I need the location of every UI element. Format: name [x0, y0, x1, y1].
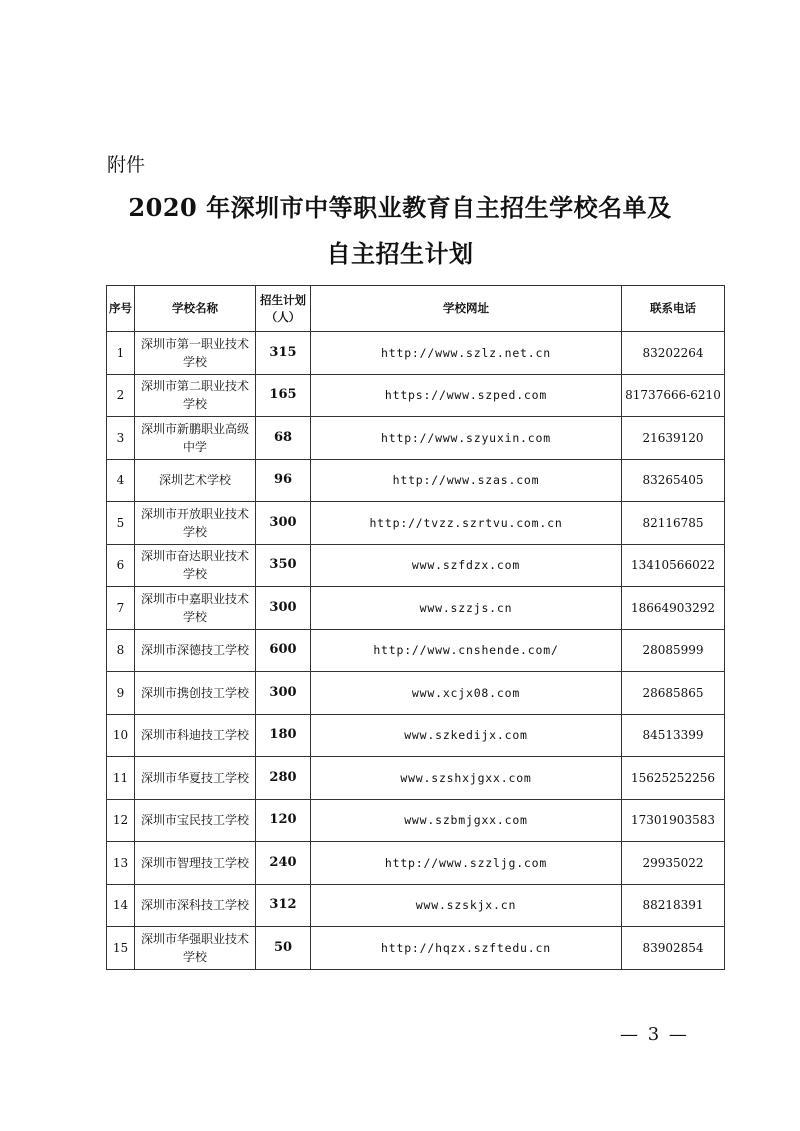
- cell-school-name: 深圳市科迪技工学校: [135, 714, 256, 757]
- cell-school-name: 深圳市奋达职业技术学校: [135, 544, 256, 587]
- cell-school-name: 深圳市深科技工学校: [135, 884, 256, 927]
- table-body: [107, 332, 725, 970]
- cell-plan: 312: [256, 884, 311, 927]
- table-row: [107, 799, 725, 842]
- cell-phone: 82116785: [622, 502, 725, 545]
- cell-url: www.szkedijx.com: [311, 714, 622, 757]
- cell-no: 1: [107, 332, 135, 375]
- cell-plan: 50: [256, 927, 311, 970]
- cell-phone: 83902854: [622, 927, 725, 970]
- table-row: [107, 587, 725, 630]
- cell-school-name: 深圳市华强职业技术学校: [135, 927, 256, 970]
- cell-school-name: 深圳市宝民技工学校: [135, 799, 256, 842]
- table-row: [107, 757, 725, 800]
- cell-phone: 83265405: [622, 459, 725, 502]
- cell-school-name: 深圳市第一职业技术学校: [135, 332, 256, 375]
- school-list-table: [106, 285, 725, 970]
- header-phone: 联系电话: [622, 286, 725, 332]
- header-url: 学校网址: [311, 286, 622, 332]
- cell-phone: 84513399: [622, 714, 725, 757]
- table-row: [107, 714, 725, 757]
- cell-no: 12: [107, 799, 135, 842]
- cell-url: http://www.szas.com: [311, 459, 622, 502]
- table-row: [107, 842, 725, 885]
- cell-no: 7: [107, 587, 135, 630]
- cell-plan: 240: [256, 842, 311, 885]
- cell-phone: 29935022: [622, 842, 725, 885]
- cell-phone: 15625252256: [622, 757, 725, 800]
- cell-no: 13: [107, 842, 135, 885]
- cell-no: 8: [107, 629, 135, 672]
- table-row: [107, 544, 725, 587]
- cell-url: http://www.cnshende.com/: [311, 629, 622, 672]
- cell-plan: 350: [256, 544, 311, 587]
- table-row: [107, 629, 725, 672]
- header-plan: 招生计划（人）: [256, 286, 311, 332]
- page-number: — 3 —: [620, 1024, 689, 1045]
- document-title-line2: 自主招生计划: [326, 239, 474, 268]
- cell-phone: 81737666-6210: [622, 374, 725, 417]
- attachment-label: 附件: [107, 154, 146, 176]
- cell-url: https://www.szped.com: [311, 374, 622, 417]
- table-row: [107, 502, 725, 545]
- table-row: [107, 332, 725, 375]
- cell-url: http://hqzx.szftedu.cn: [311, 927, 622, 970]
- cell-url: http://www.szlz.net.cn: [311, 332, 622, 375]
- cell-no: 3: [107, 417, 135, 460]
- document-title-line1: 2020 年深圳市中等职业教育自主招生学校名单及: [128, 193, 672, 222]
- cell-phone: 88218391: [622, 884, 725, 927]
- cell-phone: 13410566022: [622, 544, 725, 587]
- table-row: [107, 459, 725, 502]
- cell-school-name: 深圳市华夏技工学校: [135, 757, 256, 800]
- cell-url: www.szbmjgxx.com: [311, 799, 622, 842]
- cell-plan: 68: [256, 417, 311, 460]
- table-row: [107, 672, 725, 715]
- cell-url: www.szshxjgxx.com: [311, 757, 622, 800]
- cell-plan: 300: [256, 502, 311, 545]
- cell-url: www.szfdzx.com: [311, 544, 622, 587]
- cell-phone: 28085999: [622, 629, 725, 672]
- cell-url: www.szskjx.cn: [311, 884, 622, 927]
- cell-school-name: 深圳市携创技工学校: [135, 672, 256, 715]
- cell-url: www.xcjx08.com: [311, 672, 622, 715]
- cell-phone: 21639120: [622, 417, 725, 460]
- cell-plan: 300: [256, 672, 311, 715]
- cell-phone: 28685865: [622, 672, 725, 715]
- cell-phone: 18664903292: [622, 587, 725, 630]
- cell-plan: 280: [256, 757, 311, 800]
- cell-plan: 180: [256, 714, 311, 757]
- cell-no: 4: [107, 459, 135, 502]
- cell-plan: 300: [256, 587, 311, 630]
- header-school-name: 学校名称: [135, 286, 256, 332]
- table-row: [107, 927, 725, 970]
- cell-plan: 120: [256, 799, 311, 842]
- cell-no: 11: [107, 757, 135, 800]
- cell-plan: 165: [256, 374, 311, 417]
- cell-plan: 315: [256, 332, 311, 375]
- cell-school-name: 深圳市新鹏职业高级中学: [135, 417, 256, 460]
- cell-school-name: 深圳市开放职业技术学校: [135, 502, 256, 545]
- table-header-row: [107, 286, 725, 332]
- cell-no: 2: [107, 374, 135, 417]
- table-row: [107, 374, 725, 417]
- table-row: [107, 417, 725, 460]
- cell-phone: 17301903583: [622, 799, 725, 842]
- cell-school-name: 深圳市深德技工学校: [135, 629, 256, 672]
- cell-school-name: 深圳市中嘉职业技术学校: [135, 587, 256, 630]
- cell-school-name: 深圳市智理技工学校: [135, 842, 256, 885]
- cell-url: http://tvzz.szrtvu.com.cn: [311, 502, 622, 545]
- cell-no: 5: [107, 502, 135, 545]
- cell-no: 15: [107, 927, 135, 970]
- cell-no: 14: [107, 884, 135, 927]
- cell-url: http://www.szzljg.com: [311, 842, 622, 885]
- cell-phone: 83202264: [622, 332, 725, 375]
- cell-school-name: 深圳艺术学校: [135, 459, 256, 502]
- cell-no: 10: [107, 714, 135, 757]
- cell-url: www.szzjs.cn: [311, 587, 622, 630]
- cell-plan: 96: [256, 459, 311, 502]
- cell-url: http://www.szyuxin.com: [311, 417, 622, 460]
- cell-no: 9: [107, 672, 135, 715]
- header-no: 序号: [107, 286, 135, 332]
- cell-plan: 600: [256, 629, 311, 672]
- cell-no: 6: [107, 544, 135, 587]
- table-row: [107, 884, 725, 927]
- cell-school-name: 深圳市第二职业技术学校: [135, 374, 256, 417]
